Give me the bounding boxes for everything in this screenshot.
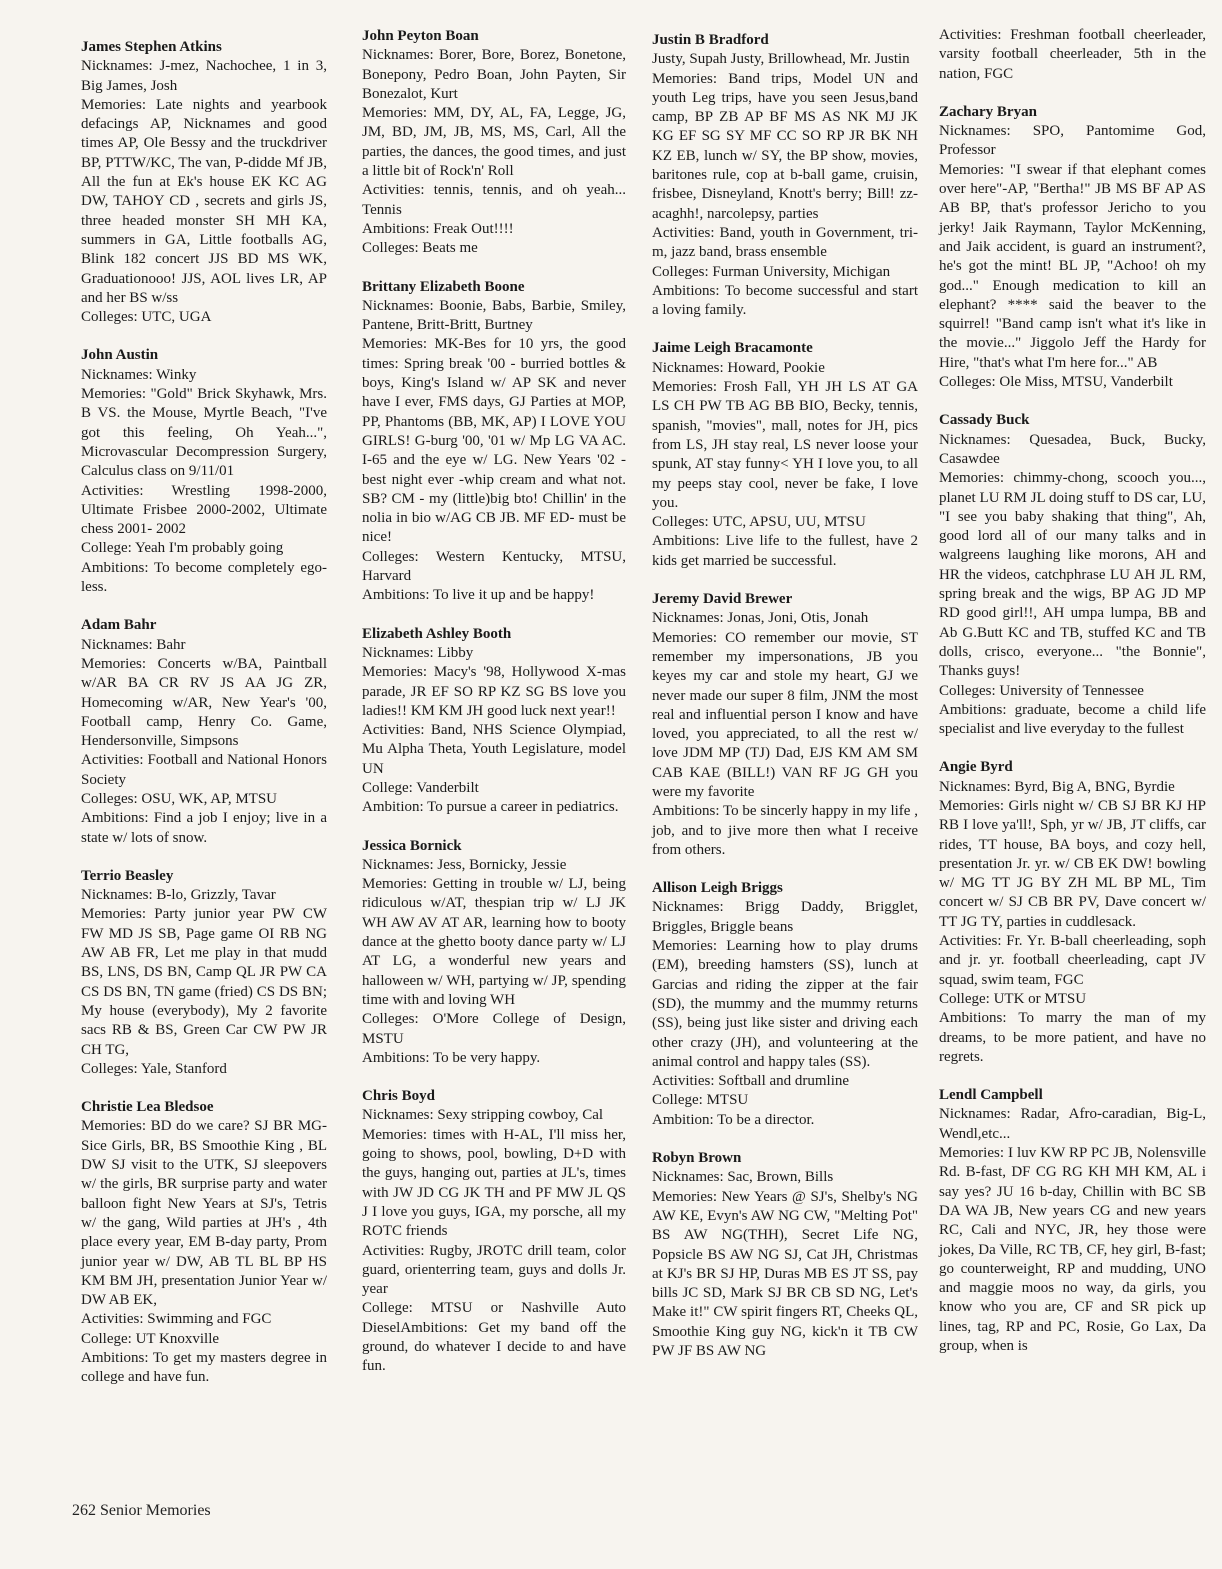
senior-name: James Stephen Atkins <box>81 39 222 55</box>
entry-field: Memories: Party junior year PW CW FW MD JS SB, Page game OI RB NG AW AB FR, Let me play in that mudd BS, LNS, DS BN, Camp QL JR PW CA CS DS BN, TN game (fried) CS DS BN; My house (everybody), My 2 favorite sacs RB & BS, Green Car CW PW JR CH TG, <box>81 906 327 1058</box>
senior-name: Jaime Leigh Bracamonte <box>652 340 813 357</box>
senior-name: Robyn Brown <box>652 1150 742 1167</box>
senior-entry <box>652 590 918 860</box>
entry-field: Colleges: Beats me <box>362 240 478 257</box>
entry-field: Memories: Band trips, Model UN and youth Leg trips, have you seen Jesus,band camp, BP ZB AP BF MS AS NK MJ JK KG EF SG SY MF CC SO RP JR BK NH KZ EB, lunch w/ SY, the BP show, movies, baritones rule, cop at b-ball game, cruisin, frisbee, Disneyland, Knott's berry; Bill! zz-acaghh!, narcolepsy, parties <box>652 70 918 222</box>
entry-field: Activities: tennis, tennis, and oh yeah... Tennis <box>362 182 626 218</box>
entry-field: Activities: Football and National Honors Society <box>81 752 327 788</box>
senior-entry <box>362 837 626 1069</box>
senior-name: Terrio Beasley <box>81 867 174 884</box>
senior-entry <box>81 346 327 597</box>
entry-field: Colleges: OSU, WK, AP, MTSU <box>81 790 277 807</box>
senior-name: Christie Lea Bledsoe <box>81 1099 214 1116</box>
entry-field: Colleges: UTC, UGA <box>81 309 212 326</box>
column-3 <box>652 31 918 1380</box>
entry-field: College: MTSU <box>652 1092 749 1109</box>
entry-field: Ambitions: To marry the man of my dreams, to be more patient, and have no regrets. <box>939 1010 1206 1065</box>
senior-entry <box>362 278 626 606</box>
entry-field: Memories: Learning how to play drums (EM), breeding hamsters (SS), lunch at Garcias and riding the zipper at the fair (SD), the mummy and the mummy returns (SS), being just like sister and driving each other crazy (JH), and volunteering at the animal control and happy tales (SS). <box>652 938 918 1070</box>
entry-field: Colleges: Furman University, Michigan <box>652 263 891 280</box>
entry-field: Ambitions: To become completely ego-less. <box>81 559 327 596</box>
entry-field: Nicknames: Sexy stripping cowboy, Cal <box>362 1107 604 1124</box>
senior-entry <box>652 339 918 571</box>
senior-name: Allison Leigh Briggs <box>652 880 783 897</box>
entry-field: Activities: Fr. Yr. B-ball cheerleading, soph and jr. yr. football cheerleading, capt JV squad, swim team, FGC <box>939 933 1206 988</box>
senior-name: Lendl Campbell <box>939 1087 1043 1104</box>
senior-name: John Peyton Boan <box>362 28 479 44</box>
senior-name: Angie Byrd <box>939 759 1013 776</box>
entry-field: Memories: New Years @ SJ's, Shelby's NG AW KE, Evyn's AW NG CW, "Melting Pot" BS AW NG(THH), Secret Life NG, Popsicle BS AW NG SJ, Cat JH, Christmas at KJ's BR SJ HP, Duras MB ES JT SS, pay bills JC SD, Mark SJ BR CB SD NG, Let's Make it!" CW spirit fingers RT, Cheeks QL, Smoothie King guy NG, kick'n it TB CW PW JF BS AW NG <box>652 1188 918 1359</box>
entry-field: Nicknames: Boonie, Babs, Barbie, Smiley, Pantene, Britt-Britt, Burtney <box>362 297 626 334</box>
senior-name: Zachary Bryan <box>939 103 1037 120</box>
senior-entry <box>81 1098 327 1387</box>
entry-field: Ambition: To be a director. <box>652 1111 815 1128</box>
entry-field: Memories: Frosh Fall, YH JH LS AT GA LS CH PW TB AG BB BIO, Becky, tennis, spanish, "movies", mall, notes for JH, pics from LS, JH stay real, LS never loose your spunk, AT stay funny< YH I love you, to all my peeps stay cool, never be fake, I love you. <box>652 379 918 511</box>
senior-entry <box>362 1087 626 1376</box>
senior-entry <box>652 31 918 320</box>
entry-field: Colleges: Yale, Stanford <box>81 1060 227 1077</box>
entry-field: Ambitions: Freak Out!!!! <box>362 220 514 237</box>
senior-name: Cassady Buck <box>939 412 1030 429</box>
continued-entry <box>939 26 1206 84</box>
entry-field: Memories: "Gold" Brick Skyhawk, Mrs. B VS. the Mouse, Myrtle Beach, "I've got this feeling, Oh Yeah...", Microvascular Decompression Surgery, Calculus class on 9/11/01 <box>81 386 327 480</box>
entry-field: College: MTSU or Nashville Auto DieselAmbitions: Get my band off the ground, do whatever I decide to and have fun. <box>362 1300 626 1375</box>
entry-field: Memories: Girls night w/ CB SJ BR KJ HP RB I love ya'll!, Sph, yr w/ JB, JT cliffs, car rides, TT house, BA boys, and cozy hell, presentation Jr. yr. w/ CB EK DW! bowling w/ MG TT JG BY ZH ML BP ML, Tim concert w/ SJ CB BR PV, Dave concert w/ TT JG TY, parties in cuddlesack. <box>939 797 1206 930</box>
entry-field: Nicknames: Radar, Afro-caradian, Big-L, Wendl,etc... <box>939 1106 1206 1142</box>
entry-field: Activities: Swimming and FGC <box>81 1311 272 1328</box>
senior-entry <box>362 625 626 818</box>
senior-entry <box>939 411 1206 739</box>
entry-field: Nicknames: Bahr <box>81 636 186 653</box>
column-2 <box>362 27 626 1396</box>
entry-field: College: UT Knoxville <box>81 1330 220 1347</box>
entry-field: Memories: "I swear if that elephant comes over here"-AP, "Bertha!" JB MS BF AP AS AB BP, that's professor Jericho to you jerky! Jaik Raymann, Taylor McKenning, and Jaik accident, is guard an instrument?, he's got the mint! BL JP, "Achoo! oh my god..." Enough medication to kill an elephant? **** said the beaver to the squirrel! "Band camp isn't what it's like in the movie..." Jiggolo Jeff the Hardy for Hire, "that's what I'm here for..." AB <box>939 161 1206 371</box>
entry-field: Nicknames: Byrd, Big A, BNG, Byrdie <box>939 778 1175 795</box>
senior-name: Elizabeth Ashley Booth <box>362 625 512 642</box>
entry-field: Nicknames: Jonas, Joni, Otis, Jonah <box>652 610 869 627</box>
entry-field: Justy, Supah Justy, Brillowhead, Mr. Justin <box>652 51 910 68</box>
entry-field: Nicknames: Jess, Bornicky, Jessie <box>362 856 567 873</box>
entry-field: Ambitions: To get my masters degree in college and have fun. <box>81 1350 327 1386</box>
entry-field: Nicknames: B-lo, Grizzly, Tavar <box>81 887 276 904</box>
senior-entry <box>939 758 1206 1067</box>
column-4 <box>939 26 1206 1375</box>
entry-field: Ambitions: To be very happy. <box>362 1049 541 1066</box>
entry-field: Ambition: To pursue a career in pediatrics. <box>362 799 619 816</box>
senior-entry <box>81 867 327 1079</box>
senior-entry <box>939 103 1206 392</box>
entry-field: Memories: Concerts w/BA, Paintball w/AR BA CR RV JS AA JG ZR, Homecoming w/AR, New Year's '00, Football camp, Henry Co. Game, Hendersonville, Simpsons <box>81 655 327 750</box>
senior-name: Chris Boyd <box>362 1088 435 1105</box>
senior-name: Justin B Bradford <box>652 32 769 48</box>
entry-field: Nicknames: Winky <box>81 366 197 383</box>
entry-field: Ambitions: To live it up and be happy! <box>362 587 595 604</box>
senior-entry <box>652 879 918 1130</box>
senior-entry <box>362 27 626 259</box>
entry-field: Memories: Late nights and yearbook defacings AP, Nicknames and good times AP, Ole Bessy and the truckdriver BP, PTTW/KC, The van, P-didde Mf JB, All the fun at Ek's house EK KC AG DW, TAHOY CD , secrets and girls JS, three headed monster SH MH KA, summers in GA, Little footballs AG, Blink 182 concert JJS BD MS WK, Graduationooo! JJS, AOL lives LR, AP and her BS w/ss <box>81 96 327 306</box>
entry-field: Nicknames: Quesadea, Buck, Bucky, Casawdee <box>939 431 1206 467</box>
entry-field: Colleges: University of Tennessee <box>939 682 1144 699</box>
entry-field: Ambitions: graduate, become a child life specialist and live everyday to the fullest <box>939 701 1206 738</box>
senior-name: Brittany Elizabeth Boone <box>362 278 525 295</box>
entry-field: Colleges: Western Kentucky, MTSU, Harvard <box>362 548 626 585</box>
senior-entry <box>81 616 327 848</box>
senior-name: Jeremy David Brewer <box>652 591 793 608</box>
entry-field: College: Vanderbilt <box>362 779 479 796</box>
column-1 <box>81 38 327 1407</box>
entry-field: College: UTK or MTSU <box>939 990 1087 1007</box>
entry-field: Memories: chimmy-chong, scooch you..., planet LU RM JL doing stuff to DS car, LU, "I see you baby shaking that thing", Ah, good lord all of our many talks and in walgreens laughing like morons, AH and HR the videos, catchphrase LU AH JL RM, spring break and the wigs, BP AG JD MP RD good girl!!, AH umpa lumpa, BB and Ab G.Butt KC and TB, stuffed KC and TB dolls, crisco, everyone... "the Bonnie", Thanks guys! <box>939 470 1206 680</box>
senior-entry <box>939 1086 1206 1356</box>
entry-field: Nicknames: SPO, Pantomime God, Professor <box>939 123 1206 159</box>
entry-field: Ambitions: To be sincerly happy in my life , job, and to jive more then what I receive from others. <box>652 803 918 858</box>
entry-field: Memories: Macy's '98, Hollywood X-mas parade, JR EF SO RP KZ SG BS love you ladies!! KM KM JH good luck next year!! <box>362 664 626 719</box>
senior-name: Jessica Bornick <box>362 837 462 854</box>
entry-field: College: Yeah I'm probably going <box>81 540 284 557</box>
entry-field: Activities: Band, NHS Science Olympiad, Mu Alpha Theta, Youth Legislature, model UN <box>362 722 626 777</box>
entry-field: Memories: MM, DY, AL, FA, Legge, JG, JM, BD, JM, JB, MS, MS, Carl, All the parties, the dances, the good times, and just a little bit of Rock'n' Roll <box>362 105 626 180</box>
entry-field: Activities: Softball and drumline <box>652 1073 850 1090</box>
entry-field: Nicknames: J-mez, Nachochee, 1 in 3, Big James, Josh <box>81 58 327 94</box>
entry-field: Nicknames: Brigg Daddy, Brigglet, Briggles, Briggle beans <box>652 899 918 935</box>
entry-field: Memories: I luv KW RP PC JB, Nolensville Rd. B-fast, DF CG RG KH MH KM, AL i say yes? JU 16 b-day, Chillin with BC SB DA WA JB, New years CG and new years RC, Cali and NYC, JR, hey those were jokes, Da Ville, RC TB, CF, hey girl, B-fast; go counterweight, RP and mudding, UNO and maggie moos no way, da girls, you know who you are, CF and SR pick up lines, tag, RP and PC, Rosie, Go Lax, Da group, when is <box>939 1145 1206 1354</box>
entry-field: Nicknames: Sac, Brown, Bills <box>652 1169 834 1186</box>
entry-field: Memories: MK-Bes for 10 yrs, the good times: Spring break '00 - burried bottles & boys, King's Island w/ AP SK and never have I ever, FMS days, GJ Parties at MOP, PP, Phantoms (BB, MK, AP) I LOVE YOU GIRLS! G-burg '00, '01 w/ Mp LG VA AC. I-65 and the eye w/ LG. New Years '02 -best night ever -whip cream and what not. SB? CM - my (little)big bto! Chillin' in the nolia in bio w/AG CB JB. MF ED- must be nice! <box>362 336 626 546</box>
entry-field: Memories: BD do we care? SJ BR MG-Sice Girls, BR, BS Smoothie King , BL DW SJ visit to the UTK, SJ sleepovers w/ the girls, BR surprise party and water balloon fight New Years at SJ's, Tetris w/ the gang, Wild parties at JH's , 4th place every year, EM B-day party, Prom junior year w/ DW, AB TL BL BP HS KM BM JH, presentation Junior Year w/ DW AB EK, <box>81 1118 327 1309</box>
entry-field: Colleges: O'More College of Design, MSTU <box>362 1011 626 1047</box>
entry-field: Activities: Wrestling 1998-2000, Ultimate Frisbee 2000-2002, Ultimate chess 2001- 2002 <box>81 482 327 538</box>
senior-entry <box>652 1149 918 1361</box>
entry-field: Colleges: Ole Miss, MTSU, Vanderbilt <box>939 374 1173 391</box>
entry-field: Activities: Freshman football cheerleader, varsity football cheerleader, 5th in the nation, FGC <box>939 27 1206 82</box>
entry-field: Nicknames: Libby <box>362 644 474 661</box>
page-footer: 262 Senior Memories <box>72 1502 211 1519</box>
senior-entry <box>81 38 327 327</box>
entry-field: Memories: Getting in trouble w/ LJ, being ridiculous w/AT, thespian trip w/ LJ JK WH AW AV AT AR, learning how to booty dance at the ghetto booty dance party w/ LJ AT LG, a wonderful new years and halloween w/ WH, partying w/ JP, spending time with and loving WH <box>362 876 626 1008</box>
entry-field: Nicknames: Borer, Bore, Borez, Bonetone, Bonepony, Pedro Boan, John Payten, Sir Bonezalot, Kurt <box>362 47 626 102</box>
senior-name: Adam Bahr <box>81 617 157 634</box>
senior-name: John Austin <box>81 347 159 364</box>
entry-field: Colleges: UTC, APSU, UU, MTSU <box>652 514 866 531</box>
entry-field: Memories: CO remember our movie, ST remember my impersonations, JB you keyes my car and stole my heart, GJ we never made our super 8 film, JNM the most real and influential person I know and have loved, you appreciated, to all the rest w/ love JDM MP (TJ) Dad, EJS KM AM SM CAB KAE (BILL!) VAN RF JG GH you were my favorite <box>652 629 918 800</box>
entry-field: Activities: Rugby, JROTC drill team, color guard, orienterring team, guys and dolls Jr. year <box>362 1242 626 1298</box>
entry-field: Ambitions: Find a job I enjoy; live in a state w/ lots of snow. <box>81 810 327 846</box>
entry-field: Nicknames: Howard, Pookie <box>652 359 825 376</box>
entry-field: Ambitions: Live life to the fullest, have 2 kids get married be successful. <box>652 533 918 569</box>
entry-field: Activities: Band, youth in Government, tri-m, jazz band, brass ensemble <box>652 224 918 261</box>
entry-field: Memories: times with H-AL, I'll miss her, going to shows, pool, bowling, D+D with the guys, hanging out, parties at JL's, times with JW JD CG JK TH and PF MW JL QS J I love you guys, IGA, my porsche, all my ROTC friends <box>362 1126 626 1240</box>
entry-field: Ambitions: To become successful and start a loving family. <box>652 282 918 319</box>
